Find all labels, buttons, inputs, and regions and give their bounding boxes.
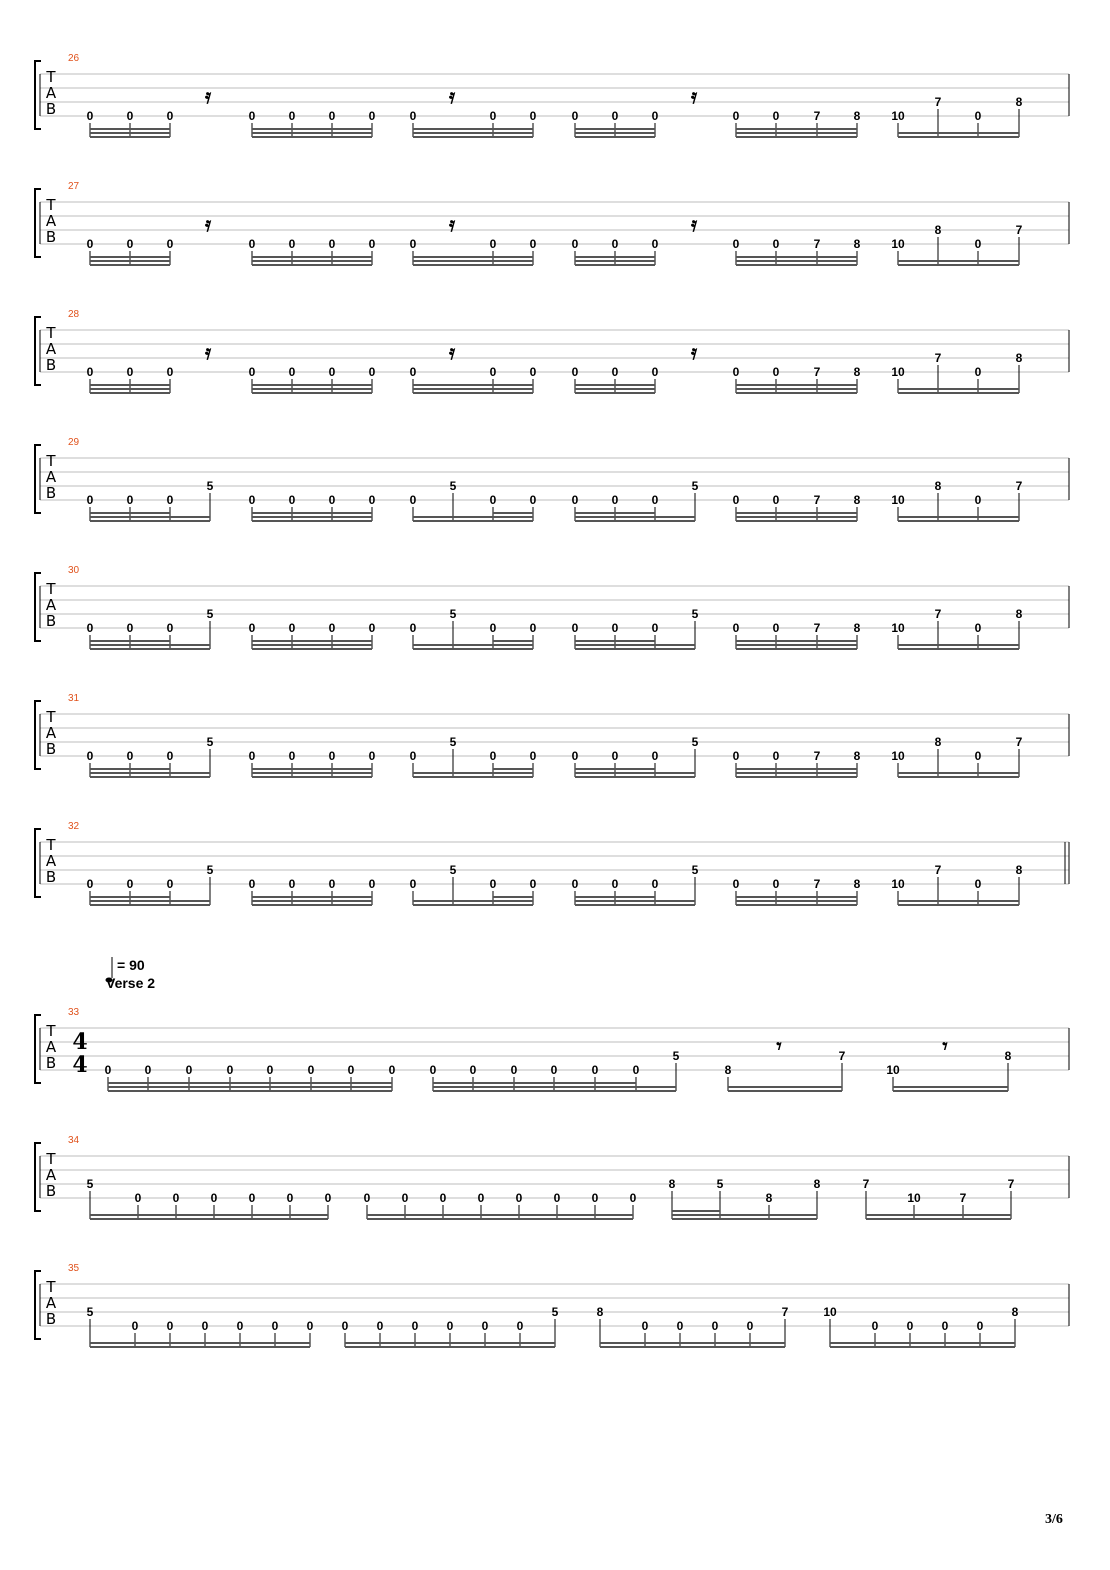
fret-number: 0 [328, 749, 336, 763]
fret-number: 0 [571, 365, 579, 379]
fret-number: 0 [772, 237, 780, 251]
fret-number: 0 [611, 493, 619, 507]
tab-clef-letter: T [46, 324, 56, 342]
fret-number: 0 [976, 1319, 984, 1333]
fret-number: 5 [691, 863, 699, 877]
tab-clef-letter: T [46, 1278, 56, 1296]
fret-number: 0 [611, 365, 619, 379]
fret-number: 8 [934, 223, 942, 237]
tab-system-28 [35, 309, 1069, 393]
page-number: 3/6 [1045, 1512, 1063, 1527]
fret-number: 0 [328, 109, 336, 123]
fret-number: 0 [651, 237, 659, 251]
fret-number: 0 [324, 1191, 332, 1205]
fret-number: 0 [409, 621, 417, 635]
sixteenth-rest: 𝄿 [204, 84, 212, 108]
fret-number: 0 [510, 1063, 518, 1077]
fret-number: 0 [632, 1063, 640, 1077]
fret-number: 8 [1015, 863, 1023, 877]
fret-number: 0 [571, 877, 579, 891]
fret-number: 8 [1011, 1305, 1019, 1319]
fret-number: 0 [772, 109, 780, 123]
fret-number: 0 [489, 877, 497, 891]
fret-number: 5 [672, 1049, 680, 1063]
fret-number: 0 [974, 493, 982, 507]
fret-number: 5 [449, 607, 457, 621]
fret-number: 0 [248, 749, 256, 763]
sixteenth-rest: 𝄿 [204, 340, 212, 364]
fret-number: 10 [891, 493, 905, 507]
tab-clef-letter: B [45, 484, 57, 502]
tab-clef-letter: A [45, 724, 57, 742]
fret-number: 7 [934, 863, 942, 877]
fret-number: 0 [86, 749, 94, 763]
fret-number: 0 [86, 621, 94, 635]
fret-number: 0 [641, 1319, 649, 1333]
fret-number: 0 [86, 237, 94, 251]
fret-number: 7 [813, 493, 821, 507]
fret-number: 0 [529, 109, 537, 123]
fret-number: 0 [86, 877, 94, 891]
fret-number: 10 [891, 237, 905, 251]
time-signature-top: 4 [72, 1029, 88, 1055]
measure-number: 34 [68, 1135, 80, 1146]
fret-number: 0 [489, 237, 497, 251]
fret-number: 10 [891, 621, 905, 635]
measure-number: 26 [68, 53, 80, 64]
fret-number: 0 [941, 1319, 949, 1333]
fret-number: 10 [823, 1305, 837, 1319]
fret-number: 5 [206, 479, 214, 493]
fret-number: 0 [571, 237, 579, 251]
section-label: Verse 2 [106, 975, 156, 991]
fret-number: 8 [1004, 1049, 1012, 1063]
fret-number: 0 [126, 621, 134, 635]
fret-number: 8 [813, 1177, 821, 1191]
fret-number: 0 [126, 493, 134, 507]
fret-number: 10 [886, 1063, 900, 1077]
fret-number: 0 [591, 1063, 599, 1077]
fret-number: 7 [813, 365, 821, 379]
fret-number: 0 [772, 877, 780, 891]
fret-number: 0 [210, 1191, 218, 1205]
tab-system-32 [35, 821, 1069, 905]
fret-number: 0 [611, 749, 619, 763]
fret-number: 7 [934, 95, 942, 109]
sixteenth-rest: 𝄿 [690, 84, 698, 108]
fret-number: 0 [550, 1063, 558, 1077]
tab-clef-letter: T [46, 708, 56, 726]
fret-number: 0 [226, 1063, 234, 1077]
fret-number: 0 [248, 877, 256, 891]
fret-number: 7 [781, 1305, 789, 1319]
fret-number: 10 [907, 1191, 921, 1205]
fret-number: 0 [86, 109, 94, 123]
fret-number: 0 [732, 749, 740, 763]
measure-number: 35 [68, 1263, 80, 1274]
fret-number: 7 [1007, 1177, 1015, 1191]
fret-number: 7 [1015, 223, 1023, 237]
fret-number: 0 [347, 1063, 355, 1077]
fret-number: 0 [651, 621, 659, 635]
time-signature-bottom: 4 [72, 1052, 88, 1078]
fret-number: 0 [328, 365, 336, 379]
sixteenth-rest: 𝄿 [690, 212, 698, 236]
fret-number: 0 [439, 1191, 447, 1205]
fret-number: 0 [529, 365, 537, 379]
fret-number: 0 [288, 877, 296, 891]
tab-clef-letter: A [45, 84, 57, 102]
fret-number: 8 [853, 749, 861, 763]
fret-number: 0 [288, 109, 296, 123]
fret-number: 7 [1015, 735, 1023, 749]
sixteenth-rest: 𝄿 [448, 340, 456, 364]
fret-number: 7 [862, 1177, 870, 1191]
fret-number: 7 [813, 749, 821, 763]
fret-number: 7 [813, 877, 821, 891]
fret-number: 0 [126, 109, 134, 123]
fret-number: 0 [328, 621, 336, 635]
fret-number: 0 [376, 1319, 384, 1333]
fret-number: 0 [409, 749, 417, 763]
fret-number: 0 [328, 237, 336, 251]
tab-system-27 [35, 181, 1069, 265]
fret-number: 0 [144, 1063, 152, 1077]
fret-number: 0 [401, 1191, 409, 1205]
tab-clef-letter: T [46, 68, 56, 86]
fret-number: 0 [248, 1191, 256, 1205]
fret-number: 0 [288, 621, 296, 635]
fret-number: 0 [489, 621, 497, 635]
fret-number: 0 [651, 365, 659, 379]
tab-clef-letter: A [45, 1294, 57, 1312]
fret-number: 0 [651, 877, 659, 891]
tab-clef-letter: A [45, 596, 57, 614]
fret-number: 0 [368, 877, 376, 891]
fret-number: 7 [959, 1191, 967, 1205]
tab-clef-letter: T [46, 452, 56, 470]
fret-number: 7 [813, 237, 821, 251]
tab-clef-letter: B [45, 1054, 57, 1072]
fret-number: 0 [388, 1063, 396, 1077]
fret-number: 5 [691, 735, 699, 749]
fret-number: 5 [691, 479, 699, 493]
fret-number: 8 [1015, 607, 1023, 621]
measure-number: 28 [68, 309, 80, 320]
fret-number: 0 [166, 365, 174, 379]
fret-number: 0 [772, 749, 780, 763]
fret-number: 0 [271, 1319, 279, 1333]
fret-number: 8 [724, 1063, 732, 1077]
tab-clef-letter: B [45, 228, 57, 246]
fret-number: 0 [166, 877, 174, 891]
fret-number: 0 [248, 365, 256, 379]
fret-number: 7 [934, 607, 942, 621]
fret-number: 0 [166, 109, 174, 123]
fret-number: 0 [328, 877, 336, 891]
fret-number: 8 [853, 237, 861, 251]
fret-number: 0 [629, 1191, 637, 1205]
fret-number: 7 [813, 621, 821, 635]
tab-clef-letter: B [45, 1310, 57, 1328]
tab-clef-letter: B [45, 612, 57, 630]
measure-number: 30 [68, 565, 80, 576]
fret-number: 0 [477, 1191, 485, 1205]
fret-number: 0 [201, 1319, 209, 1333]
fret-number: 0 [126, 365, 134, 379]
fret-number: 8 [934, 479, 942, 493]
fret-number: 0 [571, 109, 579, 123]
fret-number: 0 [166, 621, 174, 635]
fret-number: 0 [571, 621, 579, 635]
tab-system-26 [35, 53, 1069, 137]
fret-number: 0 [286, 1191, 294, 1205]
fret-number: 0 [871, 1319, 879, 1333]
fret-number: 0 [553, 1191, 561, 1205]
fret-number: 0 [166, 1319, 174, 1333]
fret-number: 8 [853, 365, 861, 379]
fret-number: 5 [206, 863, 214, 877]
fret-number: 0 [166, 493, 174, 507]
tab-system-33 [35, 1007, 1069, 1091]
fret-number: 0 [288, 749, 296, 763]
fret-number: 0 [429, 1063, 437, 1077]
tab-clef-letter: T [46, 196, 56, 214]
fret-number: 0 [529, 237, 537, 251]
fret-number: 0 [974, 109, 982, 123]
fret-number: 0 [341, 1319, 349, 1333]
fret-number: 0 [489, 493, 497, 507]
fret-number: 8 [596, 1305, 604, 1319]
tab-clef-letter: B [45, 356, 57, 374]
fret-number: 0 [571, 493, 579, 507]
fret-number: 0 [676, 1319, 684, 1333]
fret-number: 8 [853, 109, 861, 123]
sixteenth-rest: 𝄿 [448, 84, 456, 108]
fret-number: 10 [891, 365, 905, 379]
fret-number: 0 [974, 365, 982, 379]
tab-system-31 [35, 693, 1069, 777]
fret-number: 7 [934, 351, 942, 365]
fret-number: 7 [813, 109, 821, 123]
fret-number: 0 [611, 237, 619, 251]
fret-number: 0 [974, 621, 982, 635]
tab-clef-letter: A [45, 212, 57, 230]
fret-number: 0 [411, 1319, 419, 1333]
fret-number: 0 [571, 749, 579, 763]
eighth-rest: 𝄾 [942, 1034, 948, 1058]
fret-number: 0 [446, 1319, 454, 1333]
tempo-value: = 90 [117, 957, 145, 973]
fret-number: 0 [529, 749, 537, 763]
tab-clef-letter: B [45, 100, 57, 118]
fret-number: 0 [732, 109, 740, 123]
tab-clef-letter: A [45, 1166, 57, 1184]
fret-number: 0 [746, 1319, 754, 1333]
fret-number: 0 [469, 1063, 477, 1077]
fret-number: 10 [891, 109, 905, 123]
fret-number: 0 [409, 365, 417, 379]
fret-number: 0 [126, 237, 134, 251]
tab-system-34 [35, 1135, 1069, 1219]
fret-number: 0 [732, 493, 740, 507]
fret-number: 0 [131, 1319, 139, 1333]
fret-number: 0 [104, 1063, 112, 1077]
fret-number: 0 [591, 1191, 599, 1205]
fret-number: 0 [489, 365, 497, 379]
fret-number: 0 [288, 365, 296, 379]
fret-number: 0 [409, 493, 417, 507]
fret-number: 0 [489, 749, 497, 763]
fret-number: 0 [732, 237, 740, 251]
eighth-rest: 𝄾 [776, 1034, 782, 1058]
fret-number: 0 [772, 493, 780, 507]
fret-number: 0 [368, 621, 376, 635]
fret-number: 0 [516, 1319, 524, 1333]
measure-number: 31 [68, 693, 80, 704]
fret-number: 8 [1015, 351, 1023, 365]
tab-clef-letter: B [45, 740, 57, 758]
fret-number: 0 [86, 365, 94, 379]
fret-number: 5 [86, 1305, 94, 1319]
tab-clef-letter: T [46, 836, 56, 854]
fret-number: 0 [166, 749, 174, 763]
tab-clef-letter: A [45, 468, 57, 486]
tab-clef-letter: A [45, 340, 57, 358]
fret-number: 0 [611, 621, 619, 635]
tab-clef-letter: T [46, 1150, 56, 1168]
fret-number: 0 [409, 877, 417, 891]
tab-system-29 [35, 437, 1069, 521]
fret-number: 0 [711, 1319, 719, 1333]
fret-number: 0 [732, 877, 740, 891]
fret-number: 0 [409, 237, 417, 251]
tab-clef-letter: T [46, 580, 56, 598]
fret-number: 0 [236, 1319, 244, 1333]
fret-number: 0 [481, 1319, 489, 1333]
tab-system-35 [35, 1263, 1069, 1347]
fret-number: 0 [248, 109, 256, 123]
fret-number: 5 [206, 607, 214, 621]
fret-number: 0 [248, 621, 256, 635]
fret-number: 5 [449, 735, 457, 749]
fret-number: 10 [891, 877, 905, 891]
sixteenth-rest: 𝄿 [204, 212, 212, 236]
sixteenth-rest: 𝄿 [690, 340, 698, 364]
sixteenth-rest: 𝄿 [448, 212, 456, 236]
fret-number: 0 [248, 237, 256, 251]
fret-number: 0 [126, 877, 134, 891]
fret-number: 0 [489, 109, 497, 123]
fret-number: 5 [691, 607, 699, 621]
fret-number: 0 [126, 749, 134, 763]
fret-number: 0 [134, 1191, 142, 1205]
fret-number: 0 [529, 621, 537, 635]
measure-number: 32 [68, 821, 80, 832]
fret-number: 0 [529, 493, 537, 507]
fret-number: 0 [651, 109, 659, 123]
fret-number: 0 [368, 749, 376, 763]
fret-number: 0 [651, 493, 659, 507]
fret-number: 7 [838, 1049, 846, 1063]
fret-number: 0 [772, 365, 780, 379]
fret-number: 0 [651, 749, 659, 763]
fret-number: 8 [853, 621, 861, 635]
tab-system-30 [35, 565, 1069, 649]
fret-number: 5 [449, 479, 457, 493]
fret-number: 0 [86, 493, 94, 507]
measure-number: 29 [68, 437, 80, 448]
fret-number: 0 [368, 365, 376, 379]
fret-number: 0 [772, 621, 780, 635]
fret-number: 0 [368, 237, 376, 251]
tab-systems [35, 53, 1069, 1347]
fret-number: 0 [166, 237, 174, 251]
fret-number: 8 [853, 877, 861, 891]
fret-number: 0 [611, 877, 619, 891]
fret-number: 5 [86, 1177, 94, 1191]
fret-number: 0 [248, 493, 256, 507]
fret-number: 5 [716, 1177, 724, 1191]
fret-number: 0 [611, 109, 619, 123]
fret-number: 0 [906, 1319, 914, 1333]
fret-number: 8 [934, 735, 942, 749]
fret-number: 8 [1015, 95, 1023, 109]
fret-number: 0 [306, 1319, 314, 1333]
tab-clef-letter: T [46, 1022, 56, 1040]
fret-number: 8 [853, 493, 861, 507]
tab-clef-letter: B [45, 868, 57, 886]
fret-number: 0 [288, 237, 296, 251]
fret-number: 0 [368, 493, 376, 507]
fret-number: 0 [515, 1191, 523, 1205]
measure-number: 33 [68, 1007, 80, 1018]
fret-number: 0 [185, 1063, 193, 1077]
fret-number: 8 [668, 1177, 676, 1191]
fret-number: 0 [368, 109, 376, 123]
fret-number: 0 [974, 877, 982, 891]
fret-number: 0 [974, 749, 982, 763]
fret-number: 5 [206, 735, 214, 749]
fret-number: 7 [1015, 479, 1023, 493]
fret-number: 0 [172, 1191, 180, 1205]
fret-number: 5 [551, 1305, 559, 1319]
fret-number: 10 [891, 749, 905, 763]
measure-number: 27 [68, 181, 80, 192]
fret-number: 8 [765, 1191, 773, 1205]
tab-clef-letter: A [45, 852, 57, 870]
fret-number: 5 [449, 863, 457, 877]
tab-clef-letter: B [45, 1182, 57, 1200]
fret-number: 0 [266, 1063, 274, 1077]
fret-number: 0 [363, 1191, 371, 1205]
fret-number: 0 [409, 109, 417, 123]
fret-number: 0 [288, 493, 296, 507]
fret-number: 0 [307, 1063, 315, 1077]
fret-number: 0 [732, 621, 740, 635]
fret-number: 0 [974, 237, 982, 251]
fret-number: 0 [732, 365, 740, 379]
tab-clef-letter: A [45, 1038, 57, 1056]
fret-number: 0 [328, 493, 336, 507]
fret-number: 0 [529, 877, 537, 891]
